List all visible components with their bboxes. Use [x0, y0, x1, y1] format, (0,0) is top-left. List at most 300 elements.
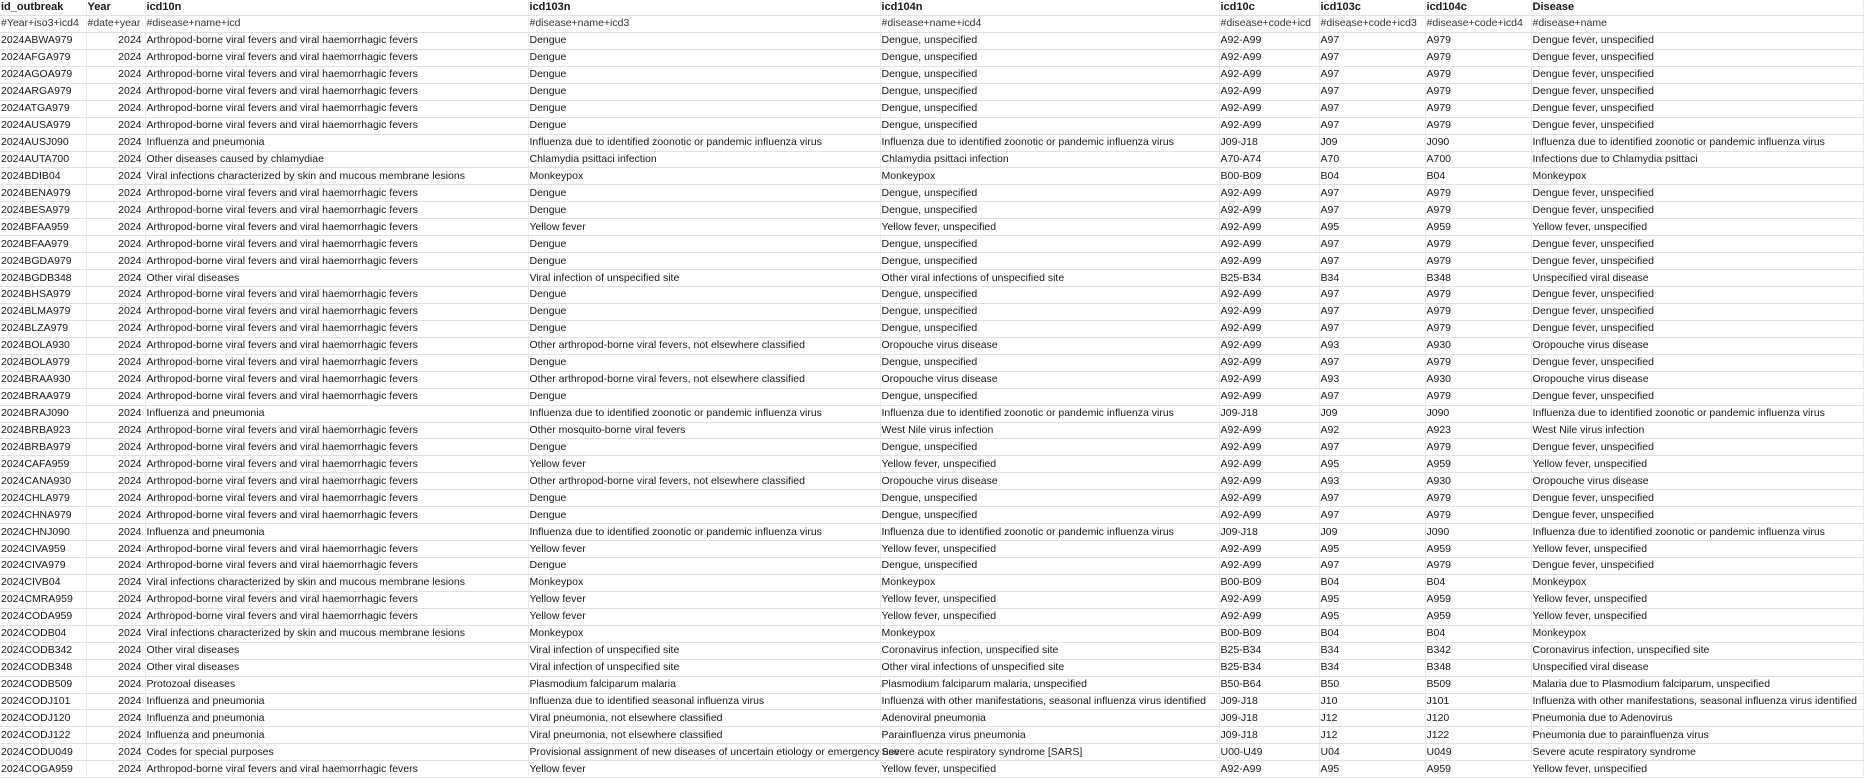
cell-icd103c[interactable]: A97: [1319, 236, 1425, 253]
cell-icd10c[interactable]: J09-J18: [1219, 727, 1319, 744]
cell-icd103n[interactable]: Other arthropod-borne viral fevers, not elsewhere classified: [528, 473, 880, 490]
cell-disease[interactable]: Pneumonia due to parainfluenza virus: [1531, 727, 1863, 744]
cell-id-outbreak[interactable]: 2024BOLA930: [0, 337, 86, 354]
cell-year[interactable]: 2024: [86, 100, 145, 117]
cell-id-outbreak[interactable]: 2024BRBA979: [0, 439, 86, 456]
cell-year[interactable]: 2024: [86, 354, 145, 371]
cell-id-outbreak[interactable]: 2024CODJ122: [0, 727, 86, 744]
cell-year[interactable]: 2024: [86, 83, 145, 100]
cell-icd10n[interactable]: Arthropod-borne viral fevers and viral haemorrhagic fevers: [145, 456, 528, 473]
cell-year[interactable]: 2024: [86, 151, 145, 168]
cell-icd104c[interactable]: A979: [1425, 202, 1531, 219]
cell-icd103n[interactable]: Dengue: [528, 49, 880, 66]
cell-year[interactable]: 2024: [86, 303, 145, 320]
cell-icd10n[interactable]: Arthropod-borne viral fevers and viral haemorrhagic fevers: [145, 83, 528, 100]
cell-icd10n[interactable]: Arthropod-borne viral fevers and viral haemorrhagic fevers: [145, 185, 528, 202]
cell-icd10n[interactable]: Other viral diseases: [145, 659, 528, 676]
cell-icd10n[interactable]: Arthropod-borne viral fevers and viral haemorrhagic fevers: [145, 439, 528, 456]
cell-icd104n[interactable]: Yellow fever, unspecified: [880, 541, 1219, 558]
cell-icd103n[interactable]: Monkeypox: [528, 168, 880, 185]
cell-icd104n[interactable]: Dengue, unspecified: [880, 354, 1219, 371]
cell-icd10n[interactable]: Influenza and pneumonia: [145, 405, 528, 422]
cell-icd10c[interactable]: A92-A99: [1219, 100, 1319, 117]
cell-icd10n[interactable]: Arthropod-borne viral fevers and viral haemorrhagic fevers: [145, 371, 528, 388]
cell-icd103n[interactable]: Viral infection of unspecified site: [528, 659, 880, 676]
cell-id-outbreak[interactable]: 2024BDIB04: [0, 168, 86, 185]
cell-icd103c[interactable]: A97: [1319, 100, 1425, 117]
cell-id-outbreak[interactable]: 2024CHNJ090: [0, 524, 86, 541]
cell-year[interactable]: 2024: [86, 320, 145, 337]
cell-icd103n[interactable]: Provisional assignment of new diseases of uncertain etiology or emergency use: [528, 744, 880, 761]
cell-icd10c[interactable]: A92-A99: [1219, 490, 1319, 507]
cell-icd10c[interactable]: J09-J18: [1219, 134, 1319, 151]
cell-icd103c[interactable]: A97: [1319, 490, 1425, 507]
cell-icd103c[interactable]: A97: [1319, 32, 1425, 49]
cell-icd10n[interactable]: Arthropod-borne viral fevers and viral haemorrhagic fevers: [145, 337, 528, 354]
tag-icd10c[interactable]: #disease+code+icd: [1219, 16, 1319, 33]
cell-year[interactable]: 2024: [86, 608, 145, 625]
cell-icd103n[interactable]: Other arthropod-borne viral fevers, not elsewhere classified: [528, 371, 880, 388]
cell-icd104c[interactable]: A979: [1425, 490, 1531, 507]
cell-icd104n[interactable]: Dengue, unspecified: [880, 388, 1219, 405]
cell-year[interactable]: 2024: [86, 676, 145, 693]
cell-icd103c[interactable]: A95: [1319, 219, 1425, 236]
cell-icd10c[interactable]: B25-B34: [1219, 659, 1319, 676]
cell-icd104n[interactable]: Dengue, unspecified: [880, 439, 1219, 456]
cell-year[interactable]: 2024: [86, 337, 145, 354]
cell-icd10n[interactable]: Arthropod-borne viral fevers and viral haemorrhagic fevers: [145, 202, 528, 219]
cell-icd10c[interactable]: A92-A99: [1219, 287, 1319, 304]
cell-id-outbreak[interactable]: 2024CODJ120: [0, 710, 86, 727]
cell-disease[interactable]: Influenza due to identified zoonotic or pandemic influenza virus: [1531, 134, 1863, 151]
cell-icd104c[interactable]: A979: [1425, 303, 1531, 320]
cell-icd103c[interactable]: A97: [1319, 253, 1425, 270]
cell-icd10c[interactable]: B50-B64: [1219, 676, 1319, 693]
cell-icd10n[interactable]: Codes for special purposes: [145, 744, 528, 761]
cell-icd103c[interactable]: A70: [1319, 151, 1425, 168]
cell-year[interactable]: 2024: [86, 710, 145, 727]
cell-icd104n[interactable]: Dengue, unspecified: [880, 558, 1219, 575]
cell-icd10c[interactable]: A92-A99: [1219, 558, 1319, 575]
cell-icd10c[interactable]: J09-J18: [1219, 405, 1319, 422]
header-icd10c[interactable]: icd10c: [1219, 0, 1319, 16]
cell-icd104c[interactable]: A979: [1425, 83, 1531, 100]
cell-id-outbreak[interactable]: 2024AGOA979: [0, 66, 86, 83]
cell-icd104c[interactable]: A979: [1425, 32, 1531, 49]
cell-disease[interactable]: Coronavirus infection, unspecified site: [1531, 642, 1863, 659]
cell-icd104n[interactable]: Influenza due to identified zoonotic or pandemic influenza virus: [880, 405, 1219, 422]
cell-icd10n[interactable]: Other diseases caused by chlamydiae: [145, 151, 528, 168]
cell-year[interactable]: 2024: [86, 117, 145, 134]
cell-icd104n[interactable]: Dengue, unspecified: [880, 303, 1219, 320]
cell-disease[interactable]: Dengue fever, unspecified: [1531, 507, 1863, 524]
cell-icd103c[interactable]: A95: [1319, 456, 1425, 473]
cell-id-outbreak[interactable]: 2024BFAA979: [0, 236, 86, 253]
cell-id-outbreak[interactable]: 2024CODB348: [0, 659, 86, 676]
cell-disease[interactable]: Oropouche virus disease: [1531, 473, 1863, 490]
cell-year[interactable]: 2024: [86, 473, 145, 490]
cell-icd10c[interactable]: A92-A99: [1219, 49, 1319, 66]
cell-icd104n[interactable]: Yellow fever, unspecified: [880, 219, 1219, 236]
cell-icd104n[interactable]: Monkeypox: [880, 168, 1219, 185]
cell-id-outbreak[interactable]: 2024CODB342: [0, 642, 86, 659]
cell-icd104c[interactable]: B04: [1425, 625, 1531, 642]
cell-icd104c[interactable]: B342: [1425, 642, 1531, 659]
cell-icd103c[interactable]: A97: [1319, 507, 1425, 524]
cell-icd10c[interactable]: A92-A99: [1219, 219, 1319, 236]
cell-icd104c[interactable]: A959: [1425, 608, 1531, 625]
cell-year[interactable]: 2024: [86, 253, 145, 270]
cell-icd10c[interactable]: A92-A99: [1219, 202, 1319, 219]
cell-year[interactable]: 2024: [86, 49, 145, 66]
cell-icd10n[interactable]: Viral infections characterized by skin and mucous membrane lesions: [145, 574, 528, 591]
cell-disease[interactable]: Unspecified viral disease: [1531, 659, 1863, 676]
cell-year[interactable]: 2024: [86, 202, 145, 219]
cell-icd104c[interactable]: A979: [1425, 66, 1531, 83]
cell-id-outbreak[interactable]: 2024CMRA959: [0, 591, 86, 608]
cell-disease[interactable]: Dengue fever, unspecified: [1531, 83, 1863, 100]
cell-id-outbreak[interactable]: 2024AUSA979: [0, 117, 86, 134]
cell-id-outbreak[interactable]: 2024BRAA930: [0, 371, 86, 388]
cell-year[interactable]: 2024: [86, 507, 145, 524]
cell-icd104n[interactable]: Dengue, unspecified: [880, 490, 1219, 507]
cell-icd104n[interactable]: Dengue, unspecified: [880, 185, 1219, 202]
cell-icd10n[interactable]: Arthropod-borne viral fevers and viral haemorrhagic fevers: [145, 320, 528, 337]
cell-year[interactable]: 2024: [86, 642, 145, 659]
cell-icd104c[interactable]: A959: [1425, 541, 1531, 558]
cell-icd103n[interactable]: Dengue: [528, 185, 880, 202]
cell-icd104n[interactable]: Dengue, unspecified: [880, 66, 1219, 83]
cell-icd103c[interactable]: J12: [1319, 710, 1425, 727]
cell-year[interactable]: 2024: [86, 727, 145, 744]
cell-icd103n[interactable]: Other arthropod-borne viral fevers, not elsewhere classified: [528, 337, 880, 354]
cell-icd104n[interactable]: Yellow fever, unspecified: [880, 761, 1219, 778]
cell-icd103c[interactable]: A93: [1319, 473, 1425, 490]
cell-icd103n[interactable]: Dengue: [528, 354, 880, 371]
cell-disease[interactable]: Infections due to Chlamydia psittaci: [1531, 151, 1863, 168]
cell-year[interactable]: 2024: [86, 574, 145, 591]
cell-icd10c[interactable]: J09-J18: [1219, 710, 1319, 727]
cell-icd103c[interactable]: A97: [1319, 303, 1425, 320]
cell-icd10c[interactable]: A92-A99: [1219, 303, 1319, 320]
header-icd103n[interactable]: icd103n: [528, 0, 880, 16]
cell-icd10n[interactable]: Arthropod-borne viral fevers and viral haemorrhagic fevers: [145, 761, 528, 778]
tag-icd10n[interactable]: #disease+name+icd: [145, 16, 528, 33]
cell-icd10c[interactable]: B25-B34: [1219, 270, 1319, 287]
cell-icd10c[interactable]: A70-A74: [1219, 151, 1319, 168]
cell-icd104n[interactable]: Dengue, unspecified: [880, 287, 1219, 304]
cell-icd104c[interactable]: A979: [1425, 439, 1531, 456]
cell-disease[interactable]: Dengue fever, unspecified: [1531, 100, 1863, 117]
tag-year[interactable]: #date+year: [86, 16, 145, 33]
cell-year[interactable]: 2024: [86, 422, 145, 439]
header-disease[interactable]: Disease: [1531, 0, 1863, 16]
cell-icd104c[interactable]: A979: [1425, 507, 1531, 524]
cell-disease[interactable]: Influenza with other manifestations, seasonal influenza virus identified: [1531, 693, 1863, 710]
cell-year[interactable]: 2024: [86, 32, 145, 49]
cell-icd10n[interactable]: Arthropod-borne viral fevers and viral haemorrhagic fevers: [145, 100, 528, 117]
cell-id-outbreak[interactable]: 2024BRAJ090: [0, 405, 86, 422]
cell-icd103n[interactable]: Yellow fever: [528, 608, 880, 625]
cell-icd103n[interactable]: Dengue: [528, 32, 880, 49]
cell-disease[interactable]: Dengue fever, unspecified: [1531, 354, 1863, 371]
cell-icd103c[interactable]: A95: [1319, 591, 1425, 608]
cell-icd103c[interactable]: A97: [1319, 66, 1425, 83]
cell-icd104n[interactable]: Monkeypox: [880, 574, 1219, 591]
cell-icd10n[interactable]: Arthropod-borne viral fevers and viral haemorrhagic fevers: [145, 253, 528, 270]
cell-icd103c[interactable]: A97: [1319, 388, 1425, 405]
cell-icd103c[interactable]: A97: [1319, 185, 1425, 202]
cell-icd104n[interactable]: Oropouche virus disease: [880, 473, 1219, 490]
cell-icd103n[interactable]: Chlamydia psittaci infection: [528, 151, 880, 168]
cell-year[interactable]: 2024: [86, 66, 145, 83]
cell-year[interactable]: 2024: [86, 270, 145, 287]
cell-id-outbreak[interactable]: 2024BRBA923: [0, 422, 86, 439]
cell-id-outbreak[interactable]: 2024CODB509: [0, 676, 86, 693]
cell-icd10n[interactable]: Influenza and pneumonia: [145, 524, 528, 541]
cell-icd104n[interactable]: Influenza due to identified zoonotic or pandemic influenza virus: [880, 524, 1219, 541]
cell-icd10c[interactable]: J09-J18: [1219, 524, 1319, 541]
cell-icd104c[interactable]: A959: [1425, 591, 1531, 608]
cell-icd103n[interactable]: Yellow fever: [528, 541, 880, 558]
cell-icd104c[interactable]: A979: [1425, 100, 1531, 117]
cell-icd103n[interactable]: Yellow fever: [528, 761, 880, 778]
cell-icd103c[interactable]: B04: [1319, 168, 1425, 185]
cell-icd104c[interactable]: A979: [1425, 49, 1531, 66]
cell-icd103n[interactable]: Dengue: [528, 287, 880, 304]
cell-id-outbreak[interactable]: 2024BHSA979: [0, 287, 86, 304]
cell-icd104c[interactable]: A979: [1425, 388, 1531, 405]
cell-disease[interactable]: Yellow fever, unspecified: [1531, 761, 1863, 778]
cell-disease[interactable]: Dengue fever, unspecified: [1531, 287, 1863, 304]
cell-id-outbreak[interactable]: 2024COGA959: [0, 761, 86, 778]
cell-id-outbreak[interactable]: 2024CHNA979: [0, 507, 86, 524]
cell-icd10c[interactable]: A92-A99: [1219, 253, 1319, 270]
cell-disease[interactable]: Influenza due to identified zoonotic or pandemic influenza virus: [1531, 405, 1863, 422]
cell-year[interactable]: 2024: [86, 439, 145, 456]
cell-icd103c[interactable]: A97: [1319, 320, 1425, 337]
cell-icd10c[interactable]: A92-A99: [1219, 117, 1319, 134]
cell-icd104n[interactable]: Dengue, unspecified: [880, 253, 1219, 270]
cell-icd103n[interactable]: Dengue: [528, 253, 880, 270]
cell-icd104n[interactable]: Dengue, unspecified: [880, 117, 1219, 134]
cell-icd103c[interactable]: A97: [1319, 354, 1425, 371]
cell-icd104c[interactable]: J122: [1425, 727, 1531, 744]
cell-id-outbreak[interactable]: 2024CODA959: [0, 608, 86, 625]
header-year[interactable]: Year: [86, 0, 145, 16]
cell-year[interactable]: 2024: [86, 558, 145, 575]
cell-icd104c[interactable]: A930: [1425, 337, 1531, 354]
cell-disease[interactable]: Severe acute respiratory syndrome: [1531, 744, 1863, 761]
cell-icd10c[interactable]: A92-A99: [1219, 591, 1319, 608]
cell-icd103c[interactable]: B34: [1319, 270, 1425, 287]
cell-icd10n[interactable]: Arthropod-borne viral fevers and viral haemorrhagic fevers: [145, 117, 528, 134]
cell-icd103n[interactable]: Dengue: [528, 236, 880, 253]
cell-icd10c[interactable]: B00-B09: [1219, 625, 1319, 642]
cell-icd104c[interactable]: A979: [1425, 320, 1531, 337]
cell-icd104n[interactable]: Yellow fever, unspecified: [880, 608, 1219, 625]
cell-year[interactable]: 2024: [86, 761, 145, 778]
cell-disease[interactable]: West Nile virus infection: [1531, 422, 1863, 439]
cell-icd104c[interactable]: A959: [1425, 219, 1531, 236]
cell-disease[interactable]: Dengue fever, unspecified: [1531, 320, 1863, 337]
cell-icd10n[interactable]: Other viral diseases: [145, 642, 528, 659]
cell-id-outbreak[interactable]: 2024AFGA979: [0, 49, 86, 66]
cell-year[interactable]: 2024: [86, 371, 145, 388]
cell-disease[interactable]: Dengue fever, unspecified: [1531, 32, 1863, 49]
cell-year[interactable]: 2024: [86, 659, 145, 676]
cell-disease[interactable]: Influenza due to identified zoonotic or pandemic influenza virus: [1531, 524, 1863, 541]
cell-icd103c[interactable]: B50: [1319, 676, 1425, 693]
cell-icd103n[interactable]: Dengue: [528, 303, 880, 320]
cell-id-outbreak[interactable]: 2024BGDA979: [0, 253, 86, 270]
cell-disease[interactable]: Oropouche virus disease: [1531, 371, 1863, 388]
cell-icd104c[interactable]: A979: [1425, 558, 1531, 575]
cell-icd10c[interactable]: U00-U49: [1219, 744, 1319, 761]
cell-icd10n[interactable]: Arthropod-borne viral fevers and viral haemorrhagic fevers: [145, 558, 528, 575]
cell-icd103c[interactable]: J12: [1319, 727, 1425, 744]
cell-icd103c[interactable]: A97: [1319, 287, 1425, 304]
cell-icd10c[interactable]: A92-A99: [1219, 439, 1319, 456]
cell-year[interactable]: 2024: [86, 744, 145, 761]
cell-disease[interactable]: Dengue fever, unspecified: [1531, 117, 1863, 134]
cell-icd104c[interactable]: A979: [1425, 354, 1531, 371]
cell-icd104c[interactable]: A930: [1425, 371, 1531, 388]
cell-icd104n[interactable]: Influenza due to identified zoonotic or pandemic influenza virus: [880, 134, 1219, 151]
cell-icd103c[interactable]: J09: [1319, 405, 1425, 422]
cell-year[interactable]: 2024: [86, 236, 145, 253]
cell-icd10n[interactable]: Arthropod-borne viral fevers and viral haemorrhagic fevers: [145, 608, 528, 625]
cell-icd104n[interactable]: Dengue, unspecified: [880, 202, 1219, 219]
cell-icd103n[interactable]: Plasmodium falciparum malaria: [528, 676, 880, 693]
cell-id-outbreak[interactable]: 2024BFAA959: [0, 219, 86, 236]
cell-year[interactable]: 2024: [86, 524, 145, 541]
cell-icd10n[interactable]: Arthropod-borne viral fevers and viral haemorrhagic fevers: [145, 236, 528, 253]
cell-year[interactable]: 2024: [86, 185, 145, 202]
tag-icd104c[interactable]: #disease+code+icd4: [1425, 16, 1531, 33]
cell-icd10c[interactable]: A92-A99: [1219, 337, 1319, 354]
cell-icd10n[interactable]: Influenza and pneumonia: [145, 693, 528, 710]
cell-icd10n[interactable]: Arthropod-borne viral fevers and viral haemorrhagic fevers: [145, 541, 528, 558]
cell-icd103c[interactable]: A97: [1319, 439, 1425, 456]
cell-year[interactable]: 2024: [86, 287, 145, 304]
cell-id-outbreak[interactable]: 2024CANA930: [0, 473, 86, 490]
cell-disease[interactable]: Yellow fever, unspecified: [1531, 608, 1863, 625]
tag-disease[interactable]: #disease+name: [1531, 16, 1863, 33]
cell-icd10c[interactable]: A92-A99: [1219, 32, 1319, 49]
cell-id-outbreak[interactable]: 2024AUTA700: [0, 151, 86, 168]
cell-icd104c[interactable]: A923: [1425, 422, 1531, 439]
cell-icd10c[interactable]: A92-A99: [1219, 507, 1319, 524]
cell-year[interactable]: 2024: [86, 456, 145, 473]
cell-disease[interactable]: Unspecified viral disease: [1531, 270, 1863, 287]
cell-disease[interactable]: Oropouche virus disease: [1531, 337, 1863, 354]
cell-icd103n[interactable]: Influenza due to identified zoonotic or pandemic influenza virus: [528, 405, 880, 422]
cell-icd104c[interactable]: A979: [1425, 236, 1531, 253]
cell-icd104n[interactable]: Chlamydia psittaci infection: [880, 151, 1219, 168]
cell-year[interactable]: 2024: [86, 134, 145, 151]
cell-disease[interactable]: Dengue fever, unspecified: [1531, 303, 1863, 320]
cell-icd104n[interactable]: Adenoviral pneumonia: [880, 710, 1219, 727]
header-icd104n[interactable]: icd104n: [880, 0, 1219, 16]
cell-id-outbreak[interactable]: 2024CODU049: [0, 744, 86, 761]
cell-icd10n[interactable]: Arthropod-borne viral fevers and viral haemorrhagic fevers: [145, 219, 528, 236]
cell-id-outbreak[interactable]: 2024BOLA979: [0, 354, 86, 371]
cell-icd10n[interactable]: Arthropod-borne viral fevers and viral haemorrhagic fevers: [145, 287, 528, 304]
cell-icd103n[interactable]: Yellow fever: [528, 591, 880, 608]
cell-icd104n[interactable]: Dengue, unspecified: [880, 83, 1219, 100]
cell-id-outbreak[interactable]: 2024CODJ101: [0, 693, 86, 710]
cell-icd103c[interactable]: A97: [1319, 117, 1425, 134]
cell-icd104n[interactable]: Severe acute respiratory syndrome [SARS]: [880, 744, 1219, 761]
cell-icd103n[interactable]: Dengue: [528, 439, 880, 456]
cell-disease[interactable]: Dengue fever, unspecified: [1531, 253, 1863, 270]
cell-icd10n[interactable]: Arthropod-borne viral fevers and viral haemorrhagic fevers: [145, 66, 528, 83]
cell-icd10n[interactable]: Arthropod-borne viral fevers and viral haemorrhagic fevers: [145, 388, 528, 405]
cell-id-outbreak[interactable]: 2024AUSJ090: [0, 134, 86, 151]
cell-id-outbreak[interactable]: 2024CIVA979: [0, 558, 86, 575]
cell-icd103n[interactable]: Dengue: [528, 117, 880, 134]
cell-icd10n[interactable]: Arthropod-borne viral fevers and viral haemorrhagic fevers: [145, 490, 528, 507]
cell-disease[interactable]: Pneumonia due to Adenovirus: [1531, 710, 1863, 727]
cell-icd103c[interactable]: A95: [1319, 761, 1425, 778]
cell-disease[interactable]: Monkeypox: [1531, 168, 1863, 185]
cell-icd10c[interactable]: B25-B34: [1219, 642, 1319, 659]
cell-icd103n[interactable]: Yellow fever: [528, 219, 880, 236]
cell-disease[interactable]: Monkeypox: [1531, 625, 1863, 642]
cell-icd103n[interactable]: Viral infection of unspecified site: [528, 642, 880, 659]
cell-icd10c[interactable]: B00-B09: [1219, 574, 1319, 591]
cell-icd103n[interactable]: Monkeypox: [528, 625, 880, 642]
cell-id-outbreak[interactable]: 2024CAFA959: [0, 456, 86, 473]
cell-icd103n[interactable]: Dengue: [528, 320, 880, 337]
cell-icd10c[interactable]: A92-A99: [1219, 66, 1319, 83]
tag-icd103c[interactable]: #disease+code+icd3: [1319, 16, 1425, 33]
cell-icd10n[interactable]: Influenza and pneumonia: [145, 710, 528, 727]
cell-icd103c[interactable]: A93: [1319, 371, 1425, 388]
cell-icd10n[interactable]: Protozoal diseases: [145, 676, 528, 693]
cell-icd104n[interactable]: Dengue, unspecified: [880, 320, 1219, 337]
cell-id-outbreak[interactable]: 2024ATGA979: [0, 100, 86, 117]
cell-icd10n[interactable]: Arthropod-borne viral fevers and viral haemorrhagic fevers: [145, 303, 528, 320]
cell-icd104n[interactable]: Monkeypox: [880, 625, 1219, 642]
cell-icd10c[interactable]: A92-A99: [1219, 320, 1319, 337]
cell-year[interactable]: 2024: [86, 490, 145, 507]
cell-icd103n[interactable]: Dengue: [528, 83, 880, 100]
cell-icd10n[interactable]: Arthropod-borne viral fevers and viral haemorrhagic fevers: [145, 354, 528, 371]
cell-year[interactable]: 2024: [86, 388, 145, 405]
cell-icd10c[interactable]: A92-A99: [1219, 388, 1319, 405]
tag-icd103n[interactable]: #disease+name+icd3: [528, 16, 880, 33]
cell-icd10n[interactable]: Viral infections characterized by skin and mucous membrane lesions: [145, 625, 528, 642]
cell-icd103n[interactable]: Influenza due to identified seasonal influenza virus: [528, 693, 880, 710]
cell-icd10n[interactable]: Arthropod-borne viral fevers and viral haemorrhagic fevers: [145, 473, 528, 490]
cell-icd104c[interactable]: A930: [1425, 473, 1531, 490]
cell-icd10n[interactable]: Arthropod-borne viral fevers and viral haemorrhagic fevers: [145, 507, 528, 524]
cell-icd104n[interactable]: West Nile virus infection: [880, 422, 1219, 439]
cell-icd103c[interactable]: A93: [1319, 337, 1425, 354]
cell-icd10n[interactable]: Influenza and pneumonia: [145, 727, 528, 744]
cell-icd103c[interactable]: B04: [1319, 625, 1425, 642]
cell-disease[interactable]: Malaria due to Plasmodium falciparum, unspecified: [1531, 676, 1863, 693]
cell-icd104c[interactable]: A979: [1425, 253, 1531, 270]
cell-icd10c[interactable]: J09-J18: [1219, 693, 1319, 710]
cell-icd104n[interactable]: Yellow fever, unspecified: [880, 591, 1219, 608]
cell-id-outbreak[interactable]: 2024CHLA979: [0, 490, 86, 507]
cell-icd10c[interactable]: A92-A99: [1219, 185, 1319, 202]
cell-id-outbreak[interactable]: 2024BLZA979: [0, 320, 86, 337]
cell-icd104n[interactable]: Oropouche virus disease: [880, 337, 1219, 354]
